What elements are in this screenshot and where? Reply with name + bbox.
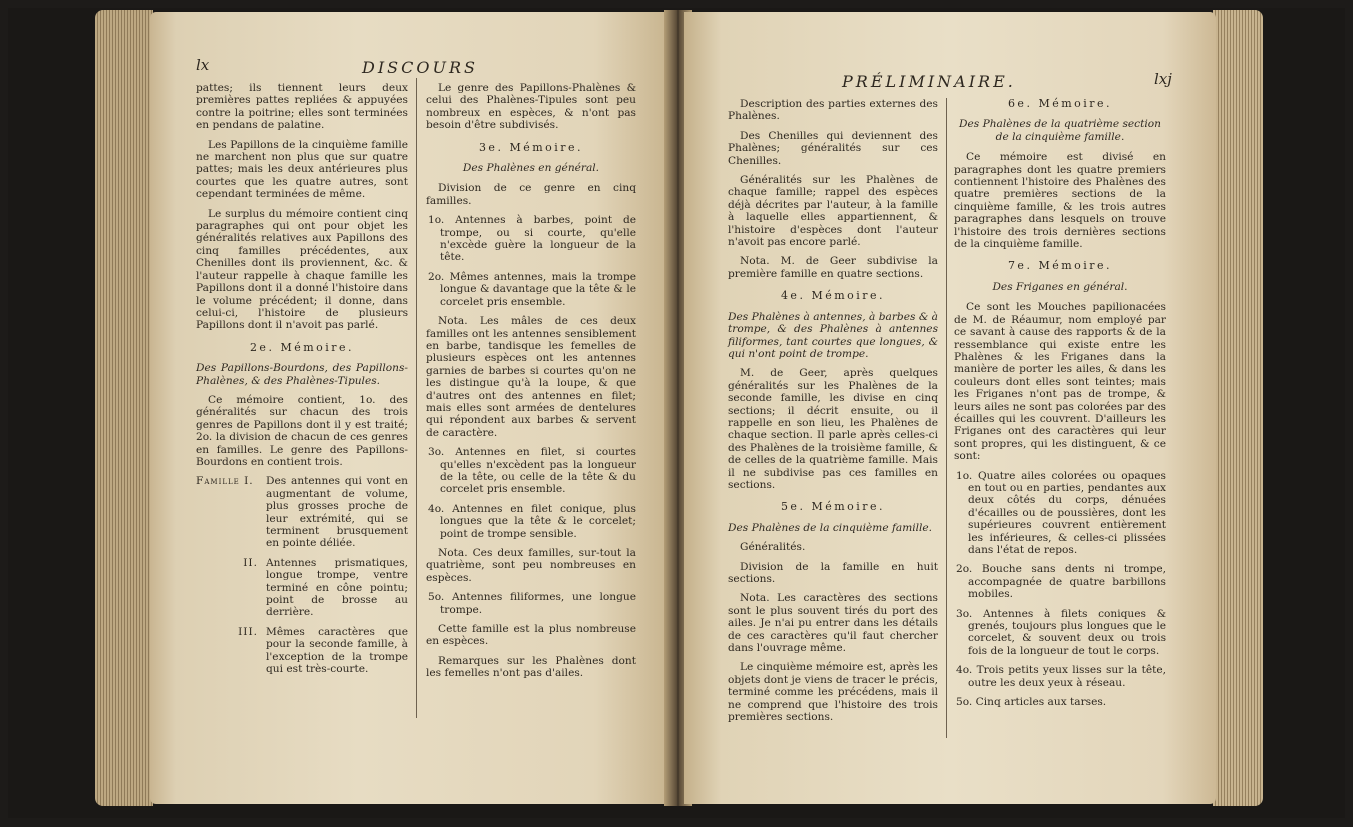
right-page-number: lxj [1154, 70, 1172, 88]
paragraph: Les Papillons de la cinquième famille ne marchent non plus que sur quatre pattes; mais les deux antérieures plus courtes que les quatre autres, sont cependant terminées de même. [196, 138, 408, 201]
right-column-1 [728, 98, 938, 730]
family-label: II. [243, 556, 258, 569]
list-item: 2o. Bouche sans dents ni trompe, accompagnée de quatre barbillons mobiles. [956, 563, 1166, 601]
nota: Nota. M. de Geer subdivise la première famille en quatre sections. [728, 255, 938, 280]
left-running-header: DISCOURS [362, 58, 478, 77]
family-entry [196, 557, 408, 619]
paragraph: Remarques sur les Phalènes dont les femelles n'ont pas d'ailes. [426, 654, 636, 680]
memoir-title: Des Phalènes de la quatrième section de la cinquième famille. [959, 118, 1161, 143]
left-column-2 [426, 82, 636, 687]
paragraph: Généralités sur les Phalènes de chaque famille; rappel des espèces déjà décrites par l'auteur, à la famille à laquelle elles appartiennent, & l'histoire d'espèces dont l'auteur n'avoit pas encore parlé. [728, 174, 938, 249]
paragraph: Le cinquième mémoire est, après les objets dont je viens de tracer le précis, terminé comme les précédens, mais il ne comprend que l'histoire des trois premières sections. [728, 661, 938, 724]
family-text: Mêmes caractères que pour la seconde famille, à l'exception de la trompe qui est très-courte. [266, 625, 408, 676]
family-label: III. [238, 625, 258, 638]
memoir-heading: 7e. Mémoire. [1007, 259, 1113, 273]
right-column-2 [954, 98, 1166, 715]
memoir-title: Des Phalènes en général. [462, 162, 600, 175]
paragraph: M. de Geer, après quelques généralités sur les Phalènes de la seconde famille, les divise en cinq sections; il décrit ensuite, ou il rappelle en son lieu, les Phalènes de chaque section. Il parle après celles-ci des Phalènes de la troisième famille, & de celles de la quatrième famille. Mais il ne subdivise pas ces familles en sections. [728, 367, 938, 491]
memoir-heading: 6e. Mémoire. [1007, 97, 1113, 110]
left-page-number: lx [196, 56, 210, 74]
right-page [684, 12, 1216, 804]
paragraph: Division de la famille en huit sections. [728, 560, 938, 585]
column-rule [946, 98, 947, 738]
paragraph: Le surplus du mémoire contient cinq paragraphes qui ont pour objet les généralités relatives aux Papillons des cinq familles précédentes, aux Chenilles dont ils proviennent, &c. & l'auteur rappelle à chaque famille les Papillons dont il a donné l'histoire dans le volume précédent; il donne, dans celui-ci, l'histoire de plusieurs Papillons dont il n'avoit pas parlé. [196, 207, 408, 332]
paragraph: Des Chenilles qui deviennent des Phalènes; généralités sur ces Chenilles. [728, 129, 938, 167]
memoir-heading: 5e. Mémoire. [780, 500, 886, 514]
paragraph: Généralités. [740, 541, 806, 554]
paragraph: Description des parties externes des Phalènes. [728, 98, 938, 123]
list-item: 2o. Mêmes antennes, mais la trompe longue & davantage que la tête & le corcelet pris ensemble. [428, 270, 636, 308]
family-entry [196, 475, 408, 549]
left-page-edges [95, 10, 153, 806]
memoir-heading: 3e. Mémoire. [478, 140, 584, 154]
memoir-title: Des Phalènes de la cinquième famille. [728, 521, 933, 534]
family-text: Antennes prismatiques, longue trompe, ventre terminé en cône pointu; point de brosse au derrière. [266, 556, 408, 619]
family-text: Des antennes qui vont en augmentant de volume, plus grosses proche de leur extrémité, qui se terminent brusquement en pointe déliée. [266, 475, 408, 550]
memoir-title: Des Friganes en général. [992, 280, 1128, 293]
memoir-title: Des Phalènes à antennes, à barbes & à trompe, & des Phalènes à antennes filiformes, tant courtes que longues, & qui n'ont point de trompe. [728, 310, 938, 360]
paragraph: Le genre des Papillons-Phalènes & celui des Phalènes-Tipules sont peu nombreux en espèces, & n'ont pas besoin d'être subdivisés. [426, 82, 636, 132]
paragraph: Ce sont les Mouches papilionacées de M. de Réaumur, nom employé par ce savant à cause des rapports & de la ressemblance qui existe entre les Phalènes & les Friganes dans la manière de porter les ailes, & dans les couleurs dont elles sont teintes; mais les Friganes n'ont pas de trompe, & leurs ailes ne sont pas colorées par des écailles qui les couvrent. D'ailleurs les Friganes ont des caractères qui leur sont propres, qui les distinguent, & ce sont: [954, 301, 1166, 463]
memoir-heading: 2e. Mémoire. [249, 340, 355, 354]
list-item: 5o. Cinq articles aux tarses. [956, 696, 1107, 709]
family-entry [196, 626, 408, 676]
paragraph: pattes; ils tiennent leurs deux premières pattes repliées & appuyées contre la poitrine; elles sont terminées en pendans de palatine. [196, 82, 408, 132]
list-item: 4o. Trois petits yeux lisses sur la tête, outre les deux yeux à réseau. [956, 664, 1166, 689]
paragraph: Ce mémoire contient, 1o. des généralités sur chacun des trois genres de Papillons dont il y est traité; 2o. la division de chacun de ces genres en familles. Le genre des Papillons-Bourdons en contient trois. [196, 393, 408, 468]
paragraph: Division de ce genre en cinq familles. [426, 182, 636, 207]
paragraph: Ce mémoire est divisé en paragraphes dont les quatre premiers contiennent l'histoire des Phalènes des quatre premières sections de la cinquième famille, & les trois autres paragraphes dans lesquels on trouve l'histoire des trois dernières sections de la cinquième famille. [954, 151, 1166, 251]
list-item: 3o. Antennes à filets coniques & grenés, toujours plus longues que le corcelet, & souvent deux ou trois fois de la longueur de tout le corps. [956, 607, 1166, 657]
memoir-heading: 4e. Mémoire. [780, 289, 886, 303]
column-rule [416, 78, 417, 718]
list-item: 1o. Quatre ailes colorées ou opaques en tout ou en parties, pendantes aux deux côtés du corps, dénuées d'écailles ou de poussières, dont les supérieures couvrent entièrement les inférieures, & celles-ci plissées dans l'état de repos. [956, 469, 1166, 556]
nota: Nota. Les mâles de ces deux familles ont les antennes sensiblement en barbe, tandisque les femelles de plusieurs espèces ont les antennes garnies de barbes si courtes qu'on ne les distingue qu'à la loupe, & que d'autres ont des antennes en filet; mais elles sont armées de dentelures qui répondent aux barbes & servent de caractère. [426, 315, 636, 439]
nota: Nota. Les caractères des sections sont le plus souvent tirés du port des ailes. Je n'ai pu entrer dans les détails de ces caractères qu'il faut chercher dans l'ouvrage même. [728, 592, 938, 655]
right-running-header: PRÉLIMINAIRE. [842, 72, 1016, 91]
list-item: 1o. Antennes à barbes, point de trompe, ou si courte, qu'elle n'excède guère la longueur de la tête. [428, 214, 636, 264]
nota: Nota. Ces deux familles, sur-tout la quatrième, sont peu nombreuses en espèces. [426, 547, 636, 584]
left-page [150, 12, 672, 804]
list-item: 4o. Antennes en filet conique, plus longues que la tête & le corcelet; point de trompe sensible. [428, 502, 636, 540]
paragraph: Cette famille est la plus nombreuse en espèces. [426, 623, 636, 648]
list-item: 3o. Antennes en filet, si courtes qu'elles n'excèdent pas la longueur de la tête, ou celle de la tête & du corcelet pris ensemble. [428, 446, 636, 496]
list-item: 5o. Antennes filiformes, une longue trompe. [428, 591, 636, 616]
right-page-edges [1213, 10, 1263, 806]
memoir-title: Des Papillons-Bourdons, des Papillons-Phalènes, & des Phalènes-Tipules. [196, 362, 408, 387]
family-label: Famille I. [196, 475, 254, 488]
left-column-1 [196, 82, 408, 682]
